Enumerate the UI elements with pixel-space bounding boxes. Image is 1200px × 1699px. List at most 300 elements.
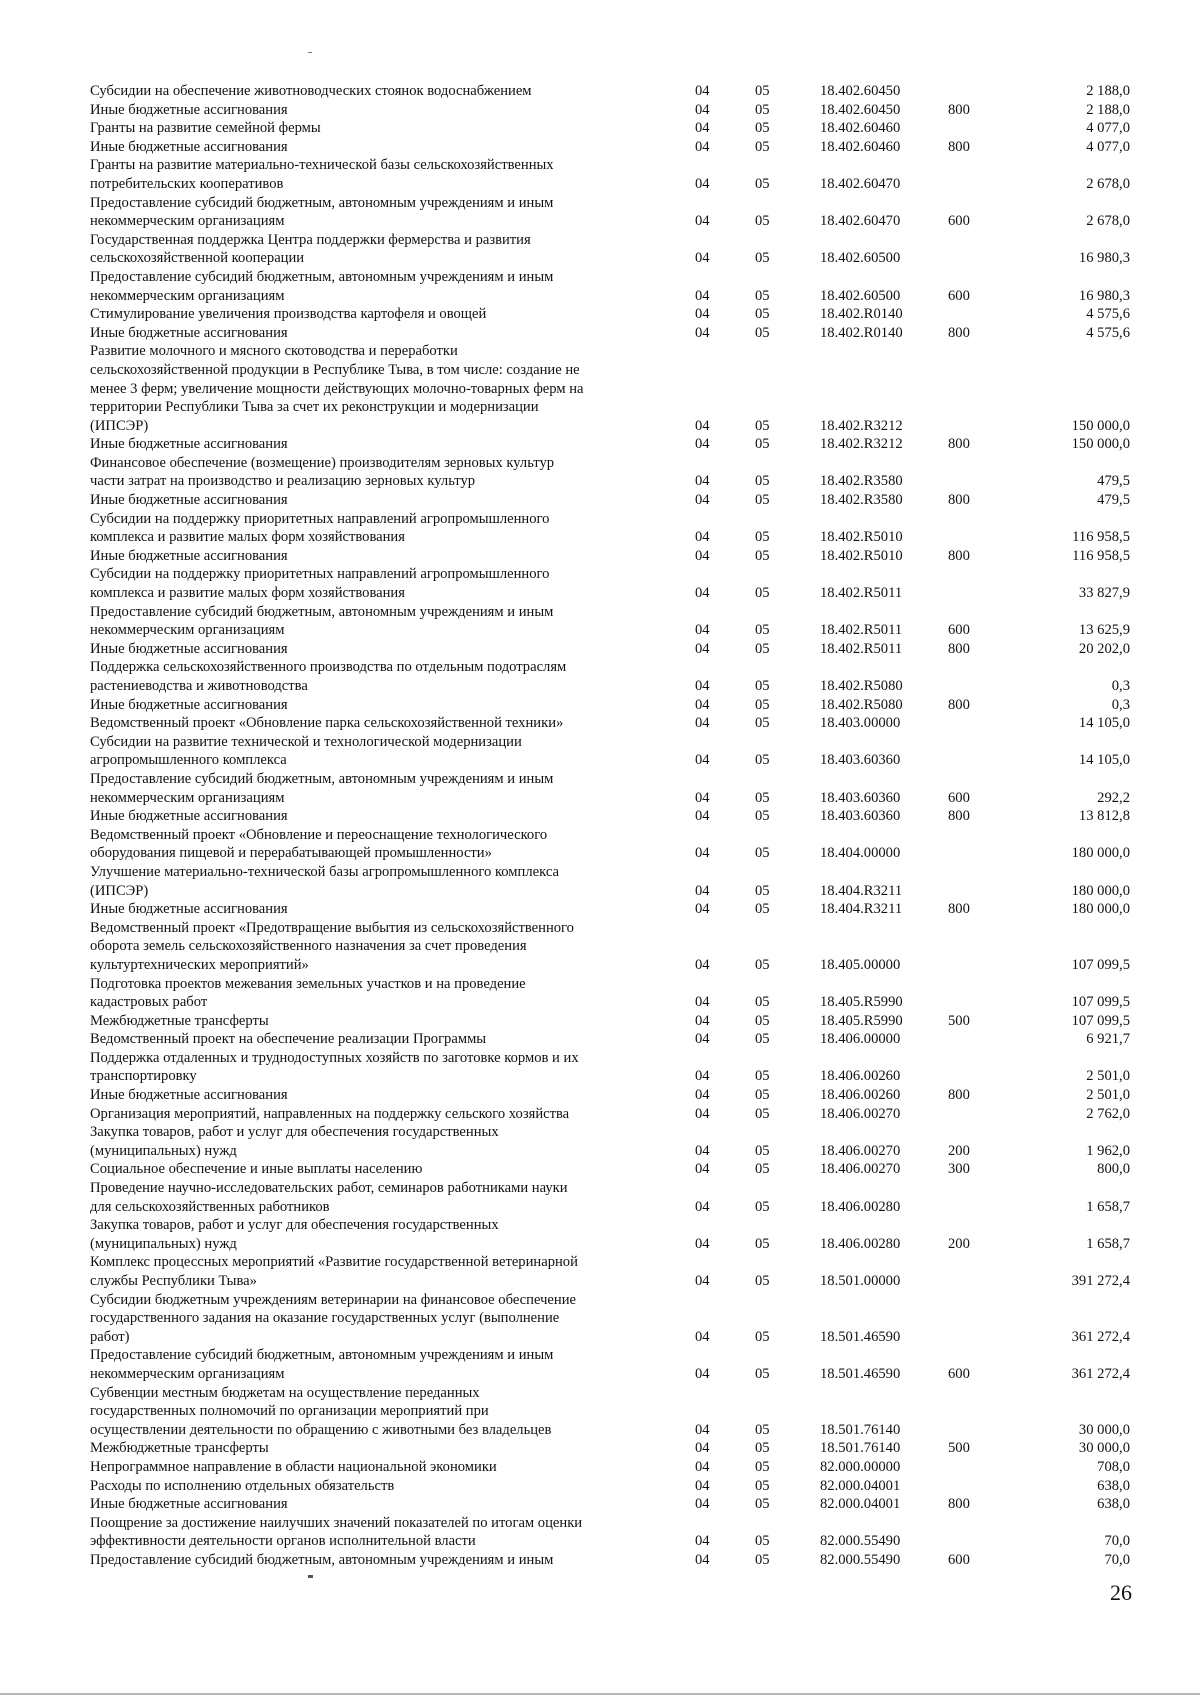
row-target-article: 18.402.R5080 [820, 696, 903, 713]
row-section-code: 04 [695, 1365, 710, 1382]
row-name: Подготовка проектов межевания земельных участков и на проведение кадастровых работ [90, 975, 526, 1011]
row-expense-type: 300 [948, 1161, 970, 1178]
row-target-article: 18.501.46590 [820, 1365, 901, 1382]
row-section-code: 04 [695, 529, 710, 546]
row-amount: 70,0 [1104, 1551, 1130, 1568]
row-name: Иные бюджетные ассигнования [90, 101, 288, 118]
table-row [90, 900, 1130, 919]
row-subsection-code: 05 [755, 845, 770, 862]
row-subsection-code: 05 [755, 287, 770, 304]
table-row [90, 1514, 1130, 1551]
table-row [90, 826, 1130, 863]
row-expense-type: 800 [948, 492, 970, 509]
table-row [90, 658, 1130, 695]
row-name: Межбюджетные трансферты [90, 1012, 269, 1029]
row-subsection-code: 05 [755, 808, 770, 825]
row-subsection-code: 05 [755, 1105, 770, 1122]
table-row [90, 1123, 1130, 1160]
row-amount: 479,5 [1097, 492, 1130, 509]
table-row [90, 194, 1130, 231]
row-amount: 1 658,7 [1086, 1198, 1130, 1215]
row-section-code: 04 [695, 1328, 710, 1345]
row-amount: 107 099,5 [1071, 956, 1130, 973]
row-target-article: 18.402.60450 [820, 101, 901, 118]
row-subsection-code: 05 [755, 1198, 770, 1215]
row-amount: 361 272,4 [1071, 1365, 1130, 1382]
row-subsection-code: 05 [755, 1068, 770, 1085]
row-name: Поддержка отдаленных и труднодоступных хозяйств по заготовке кормов и их транспортировку [90, 1049, 579, 1085]
row-name: Ведомственный проект «Предотвращение выбытия из сельскохозяйственного оборота земель сельскохозяйственного назначения за счет проведения культуртехнических мероприятий» [90, 919, 574, 973]
row-target-article: 18.402.R5011 [820, 585, 903, 602]
row-section-code: 04 [695, 696, 710, 713]
row-subsection-code: 05 [755, 306, 770, 323]
row-amount: 14 105,0 [1078, 752, 1130, 769]
row-section-code: 04 [695, 752, 710, 769]
row-name: Субсидии бюджетным учреждениям ветеринарии на финансовое обеспечение государственного задания на оказание государственных услуг (выполнение работ) [90, 1291, 576, 1345]
table-row [90, 919, 1130, 975]
row-amount: 14 105,0 [1078, 715, 1130, 732]
row-expense-type: 800 [948, 640, 970, 657]
row-expense-type: 800 [948, 101, 970, 118]
row-amount: 4 575,6 [1086, 306, 1130, 323]
row-amount: 180 000,0 [1071, 882, 1130, 899]
row-target-article: 18.403.60360 [820, 752, 901, 769]
row-subsection-code: 05 [755, 585, 770, 602]
row-name: Субсидии на развитие технической и технологической модернизации агропромышленного комплекса [90, 733, 522, 769]
row-amount: 13 625,9 [1078, 622, 1130, 639]
row-name: Субсидии на поддержку приоритетных направлений агропромышленного комплекса и развитие малых форм хозяйствования [90, 566, 550, 602]
row-subsection-code: 05 [755, 1087, 770, 1104]
row-amount: 638,0 [1097, 1477, 1130, 1494]
row-target-article: 18.402.R5011 [820, 640, 903, 657]
row-target-article: 18.402.60500 [820, 287, 901, 304]
row-name: Государственная поддержка Центра поддержки фермерства и развития сельскохозяйственной кооперации [90, 231, 531, 267]
table-row [90, 863, 1130, 900]
table-row [90, 454, 1130, 491]
row-section-code: 04 [695, 585, 710, 602]
row-name: Комплекс процессных мероприятий «Развитие государственной ветеринарной службы Республики Тыва» [90, 1254, 578, 1289]
row-name: Ведомственный проект «Обновление парка сельскохозяйственной техники» [90, 715, 564, 732]
table-row [90, 696, 1130, 715]
row-section-code: 04 [695, 1533, 710, 1550]
row-section-code: 04 [695, 1421, 710, 1438]
row-expense-type: 800 [948, 547, 970, 564]
row-subsection-code: 05 [755, 678, 770, 694]
row-target-article: 18.405.R5990 [820, 994, 903, 1011]
row-name: Субсидии на обеспечение животноводческих стоянок водоснабжением [90, 83, 532, 99]
row-expense-type: 600 [948, 622, 970, 639]
row-expense-type: 800 [948, 1496, 970, 1513]
row-expense-type: 500 [948, 1012, 970, 1029]
row-target-article: 18.404.00000 [820, 845, 901, 862]
row-amount: 708,0 [1097, 1458, 1130, 1475]
table-row [90, 1384, 1130, 1440]
row-subsection-code: 05 [755, 101, 770, 118]
row-subsection-code: 05 [755, 436, 770, 453]
table-row [90, 603, 1130, 640]
row-subsection-code: 05 [755, 120, 770, 137]
row-target-article: 18.501.46590 [820, 1328, 901, 1345]
row-amount: 638,0 [1097, 1496, 1130, 1513]
row-section-code: 04 [695, 1273, 710, 1289]
table-row [90, 119, 1130, 138]
row-section-code: 04 [695, 678, 710, 694]
row-target-article: 18.402.R3580 [820, 473, 903, 490]
row-section-code: 04 [695, 175, 710, 192]
row-expense-type: 200 [948, 1235, 970, 1252]
row-target-article: 18.402.R0140 [820, 324, 903, 341]
row-name: Предоставление субсидий бюджетным, автономным учреждениям и иным некоммерческим организациям [90, 1347, 554, 1382]
table-row [90, 1160, 1130, 1179]
table-row [90, 1495, 1130, 1514]
row-target-article: 18.406.00270 [820, 1161, 901, 1178]
row-target-article: 82.000.55490 [820, 1533, 901, 1550]
budget-table [90, 82, 1130, 1570]
row-expense-type: 800 [948, 808, 970, 825]
row-subsection-code: 05 [755, 175, 770, 192]
table-row [90, 138, 1130, 157]
row-amount: 361 272,4 [1071, 1328, 1130, 1345]
table-row [90, 1030, 1130, 1049]
row-expense-type: 600 [948, 1365, 970, 1382]
row-subsection-code: 05 [755, 1365, 770, 1382]
row-name: Иные бюджетные ассигнования [90, 696, 288, 713]
row-subsection-code: 05 [755, 640, 770, 657]
row-target-article: 18.403.00000 [820, 715, 901, 732]
row-subsection-code: 05 [755, 492, 770, 509]
row-name: Закупка товаров, работ и услуг для обеспечения государственных (муниципальных) нужд [90, 1124, 499, 1159]
row-subsection-code: 05 [755, 529, 770, 546]
row-amount: 479,5 [1097, 473, 1130, 490]
row-target-article: 18.402.60460 [820, 120, 901, 137]
row-section-code: 04 [695, 547, 710, 564]
row-target-article: 18.404.R3211 [820, 901, 903, 918]
row-target-article: 18.402.60470 [820, 213, 901, 230]
row-subsection-code: 05 [755, 250, 770, 267]
row-target-article: 18.406.00270 [820, 1105, 901, 1122]
row-name: Ведомственный проект «Обновление и переоснащение технологического оборудования пищевой и перерабатывающей промышленности» [90, 826, 548, 862]
table-row [90, 1105, 1130, 1124]
row-name: Иные бюджетные ассигнования [90, 1496, 288, 1513]
row-target-article: 82.000.55490 [820, 1551, 901, 1568]
row-expense-type: 800 [948, 901, 970, 918]
row-subsection-code: 05 [755, 696, 770, 713]
row-section-code: 04 [695, 1440, 710, 1457]
row-subsection-code: 05 [755, 1458, 770, 1475]
table-row [90, 547, 1130, 566]
row-expense-type: 800 [948, 436, 970, 453]
row-section-code: 04 [695, 1477, 710, 1494]
row-name: Предоставление субсидий бюджетным, автономным учреждениям и иным некоммерческим организациям [90, 194, 554, 230]
table-row [90, 640, 1130, 659]
row-section-code: 04 [695, 1161, 710, 1178]
row-section-code: 04 [695, 1105, 710, 1122]
row-name: Предоставление субсидий бюджетным, автономным учреждениям и иным [90, 1551, 554, 1568]
row-subsection-code: 05 [755, 213, 770, 230]
row-amount: 1 962,0 [1086, 1142, 1130, 1159]
row-section-code: 04 [695, 101, 710, 118]
row-section-code: 04 [695, 83, 710, 99]
row-target-article: 18.406.00260 [820, 1068, 901, 1085]
row-section-code: 04 [695, 1496, 710, 1513]
row-subsection-code: 05 [755, 715, 770, 732]
table-row [90, 1551, 1130, 1570]
row-name: Ведомственный проект на обеспечение реализации Программы [90, 1031, 487, 1048]
row-name: Стимулирование увеличения производства картофеля и овощей [90, 306, 487, 323]
row-section-code: 04 [695, 473, 710, 490]
row-target-article: 18.403.60360 [820, 789, 901, 806]
row-amount: 70,0 [1104, 1533, 1130, 1550]
row-section-code: 04 [695, 492, 710, 509]
row-target-article: 18.402.R3212 [820, 436, 903, 453]
row-amount: 150 000,0 [1071, 417, 1130, 434]
row-section-code: 04 [695, 1551, 710, 1568]
row-name: Иные бюджетные ассигнования [90, 1087, 288, 1104]
row-name: Иные бюджетные ассигнования [90, 492, 288, 509]
scan-mark [308, 52, 312, 53]
row-expense-type: 800 [948, 324, 970, 341]
row-amount: 107 099,5 [1071, 994, 1130, 1011]
row-target-article: 18.402.R5010 [820, 547, 903, 564]
row-name: Гранты на развитие материально-технической базы сельскохозяйственных потребительских кооперативов [90, 157, 554, 192]
row-name: Иные бюджетные ассигнования [90, 324, 288, 341]
table-row [90, 324, 1130, 343]
row-amount: 116 958,5 [1072, 529, 1130, 546]
row-section-code: 04 [695, 1012, 710, 1029]
row-subsection-code: 05 [755, 1235, 770, 1252]
row-section-code: 04 [695, 622, 710, 639]
row-section-code: 04 [695, 789, 710, 806]
row-amount: 116 958,5 [1072, 547, 1130, 564]
table-row [90, 268, 1130, 305]
row-target-article: 18.501.76140 [820, 1440, 901, 1457]
row-name: Предоставление субсидий бюджетным, автономным учреждениям и иным некоммерческим организациям [90, 603, 554, 639]
row-name: Предоставление субсидий бюджетным, автономным учреждениям и иным некоммерческим организациям [90, 268, 554, 304]
row-name: Иные бюджетные ассигнования [90, 640, 288, 657]
table-row [90, 1477, 1130, 1496]
row-section-code: 04 [695, 640, 710, 657]
row-name: Проведение научно-исследовательских работ, семинаров работниками науки для сельскохозяйственных работников [90, 1180, 568, 1215]
row-subsection-code: 05 [755, 622, 770, 639]
row-name: Поощрение за достижение наилучших значений показателей по итогам оценки эффективности деятельности органов исполнительной власти [90, 1514, 583, 1550]
table-row [90, 1012, 1130, 1031]
row-name: Предоставление субсидий бюджетным, автономным учреждениям и иным некоммерческим организациям [90, 770, 554, 806]
row-name: Субвенции местным бюджетам на осуществление переданных государственных полномочий по организации мероприятий при осуществлении деятельности по обращению с животными без владельцев [90, 1384, 552, 1438]
row-subsection-code: 05 [755, 473, 770, 490]
row-name: Улучшение материально-технической базы агропромышленного комплекса (ИПСЭР) [90, 863, 559, 899]
row-amount: 33 827,9 [1078, 585, 1130, 602]
row-amount: 13 812,8 [1078, 808, 1130, 825]
row-amount: 180 000,0 [1071, 901, 1130, 918]
row-amount: 292,2 [1097, 789, 1130, 806]
row-section-code: 04 [695, 808, 710, 825]
row-target-article: 18.402.60450 [820, 83, 901, 99]
row-amount: 150 000,0 [1071, 436, 1130, 453]
row-subsection-code: 05 [755, 1273, 770, 1289]
row-amount: 16 980,3 [1078, 287, 1130, 304]
row-expense-type: 200 [948, 1142, 970, 1159]
row-subsection-code: 05 [755, 1328, 770, 1345]
row-amount: 20 202,0 [1078, 640, 1130, 657]
table-row [90, 1458, 1130, 1477]
row-amount: 4 077,0 [1086, 138, 1130, 155]
table-row [90, 565, 1130, 602]
row-name: Субсидии на поддержку приоритетных направлений агропромышленного комплекса и развитие малых форм хозяйствования [90, 510, 550, 546]
row-subsection-code: 05 [755, 901, 770, 918]
table-row [90, 807, 1130, 826]
row-amount: 2 678,0 [1086, 175, 1130, 192]
row-name: Межбюджетные трансферты [90, 1440, 269, 1457]
table-row [90, 1346, 1130, 1383]
table-row [90, 510, 1130, 547]
table-row [90, 1439, 1130, 1458]
table-row [90, 101, 1130, 120]
row-target-article: 18.402.R5080 [820, 678, 903, 694]
row-section-code: 04 [695, 250, 710, 267]
row-section-code: 04 [695, 417, 710, 434]
table-row [90, 1086, 1130, 1105]
table-row [90, 1291, 1130, 1347]
row-subsection-code: 05 [755, 1421, 770, 1438]
table-row [90, 770, 1130, 807]
row-section-code: 04 [695, 715, 710, 732]
row-name: Гранты на развитие семейной фермы [90, 120, 321, 137]
row-target-article: 18.402.60500 [820, 250, 901, 267]
row-subsection-code: 05 [755, 417, 770, 434]
row-target-article: 82.000.04001 [820, 1496, 901, 1513]
table-row [90, 342, 1130, 435]
row-amount: 30 000,0 [1078, 1421, 1130, 1438]
row-target-article: 18.406.00260 [820, 1087, 901, 1104]
row-amount: 180 000,0 [1071, 845, 1130, 862]
table-row [90, 231, 1130, 268]
row-target-article: 18.402.60470 [820, 175, 901, 192]
row-amount: 16 980,3 [1078, 250, 1130, 267]
row-name: Иные бюджетные ассигнования [90, 138, 288, 155]
row-target-article: 18.406.00000 [820, 1031, 901, 1048]
table-row [90, 714, 1130, 733]
row-section-code: 04 [695, 845, 710, 862]
row-target-article: 18.402.R3580 [820, 492, 903, 509]
row-section-code: 04 [695, 1235, 710, 1252]
row-name: Закупка товаров, работ и услуг для обеспечения государственных (муниципальных) нужд [90, 1217, 499, 1252]
row-name: Иные бюджетные ассигнования [90, 808, 288, 825]
table-row [90, 733, 1130, 770]
row-section-code: 04 [695, 120, 710, 137]
row-amount: 2 501,0 [1086, 1087, 1130, 1104]
page-number: 26 [1110, 1580, 1132, 1605]
row-subsection-code: 05 [755, 752, 770, 769]
row-subsection-code: 05 [755, 789, 770, 806]
row-name: Развитие молочного и мясного скотоводства и переработки сельскохозяйственной продукции в Республике Тыва, в том числе: создание не менее 3 ферм; увеличение мощности действующих молочно-товарных ферм на территории Республики Тыва за счет их реконструкции и модернизации (ИПСЭР) [90, 343, 584, 434]
table-row [90, 975, 1130, 1012]
row-target-article: 18.402.60460 [820, 138, 901, 155]
row-amount: 1 658,7 [1086, 1235, 1130, 1252]
table-row [90, 156, 1130, 193]
row-name: Поддержка сельскохозяйственного производства по отдельным подотраслям растениеводства и животноводства [90, 659, 567, 694]
row-amount: 2 188,0 [1086, 101, 1130, 118]
row-expense-type: 600 [948, 213, 970, 230]
row-expense-type: 600 [948, 789, 970, 806]
row-subsection-code: 05 [755, 547, 770, 564]
row-expense-type: 600 [948, 287, 970, 304]
row-subsection-code: 05 [755, 1012, 770, 1029]
table-row [90, 1216, 1130, 1253]
row-name: Расходы по исполнению отдельных обязательств [90, 1477, 395, 1494]
row-subsection-code: 05 [755, 324, 770, 341]
row-target-article: 18.406.00270 [820, 1142, 901, 1159]
row-expense-type: 500 [948, 1440, 970, 1457]
row-amount: 2 501,0 [1086, 1068, 1130, 1085]
row-section-code: 04 [695, 1198, 710, 1215]
row-expense-type: 800 [948, 138, 970, 155]
row-amount: 800,0 [1097, 1161, 1130, 1178]
row-name: Финансовое обеспечение (возмещение) производителям зерновых культур части затрат на производство и реализацию зерновых культур [90, 454, 555, 490]
row-section-code: 04 [695, 306, 710, 323]
row-subsection-code: 05 [755, 138, 770, 155]
row-amount: 0,3 [1111, 696, 1130, 713]
table-row [90, 1049, 1130, 1086]
row-name: Социальное обеспечение и иные выплаты населению [90, 1161, 423, 1178]
row-amount: 4 077,0 [1086, 120, 1130, 137]
table-row [90, 1179, 1130, 1216]
row-amount: 107 099,5 [1071, 1012, 1130, 1029]
table-row [90, 491, 1130, 510]
row-name: Иные бюджетные ассигнования [90, 901, 288, 918]
row-section-code: 04 [695, 882, 710, 899]
table-row [90, 305, 1130, 324]
row-section-code: 04 [695, 436, 710, 453]
row-amount: 0,3 [1111, 678, 1130, 694]
row-section-code: 04 [695, 287, 710, 304]
row-target-article: 82.000.04001 [820, 1477, 901, 1494]
row-section-code: 04 [695, 1031, 710, 1048]
row-section-code: 04 [695, 213, 710, 230]
row-expense-type: 800 [948, 1087, 970, 1104]
row-amount: 6 921,7 [1086, 1031, 1130, 1048]
row-subsection-code: 05 [755, 1161, 770, 1178]
row-subsection-code: 05 [755, 994, 770, 1011]
row-subsection-code: 05 [755, 1551, 770, 1568]
row-amount: 30 000,0 [1078, 1440, 1130, 1457]
scan-mark [308, 1575, 313, 1578]
row-target-article: 18.406.00280 [820, 1198, 901, 1215]
row-amount: 2 188,0 [1086, 83, 1130, 99]
row-target-article: 18.402.R5011 [820, 622, 903, 639]
row-target-article: 18.405.00000 [820, 956, 901, 973]
table-row [90, 1253, 1130, 1290]
row-subsection-code: 05 [755, 1477, 770, 1494]
row-section-code: 04 [695, 1458, 710, 1475]
row-amount: 391 272,4 [1071, 1273, 1130, 1289]
row-target-article: 18.501.76140 [820, 1421, 901, 1438]
table-row [90, 435, 1130, 454]
row-section-code: 04 [695, 956, 710, 973]
row-name: Иные бюджетные ассигнования [90, 547, 288, 564]
row-amount: 2 678,0 [1086, 213, 1130, 230]
row-section-code: 04 [695, 901, 710, 918]
row-section-code: 04 [695, 1142, 710, 1159]
row-amount: 4 575,6 [1086, 324, 1130, 341]
row-section-code: 04 [695, 324, 710, 341]
row-section-code: 04 [695, 138, 710, 155]
row-subsection-code: 05 [755, 1496, 770, 1513]
row-subsection-code: 05 [755, 956, 770, 973]
row-subsection-code: 05 [755, 1142, 770, 1159]
row-target-article: 82.000.00000 [820, 1458, 901, 1475]
row-expense-type: 600 [948, 1551, 970, 1568]
table-row [90, 82, 1130, 101]
